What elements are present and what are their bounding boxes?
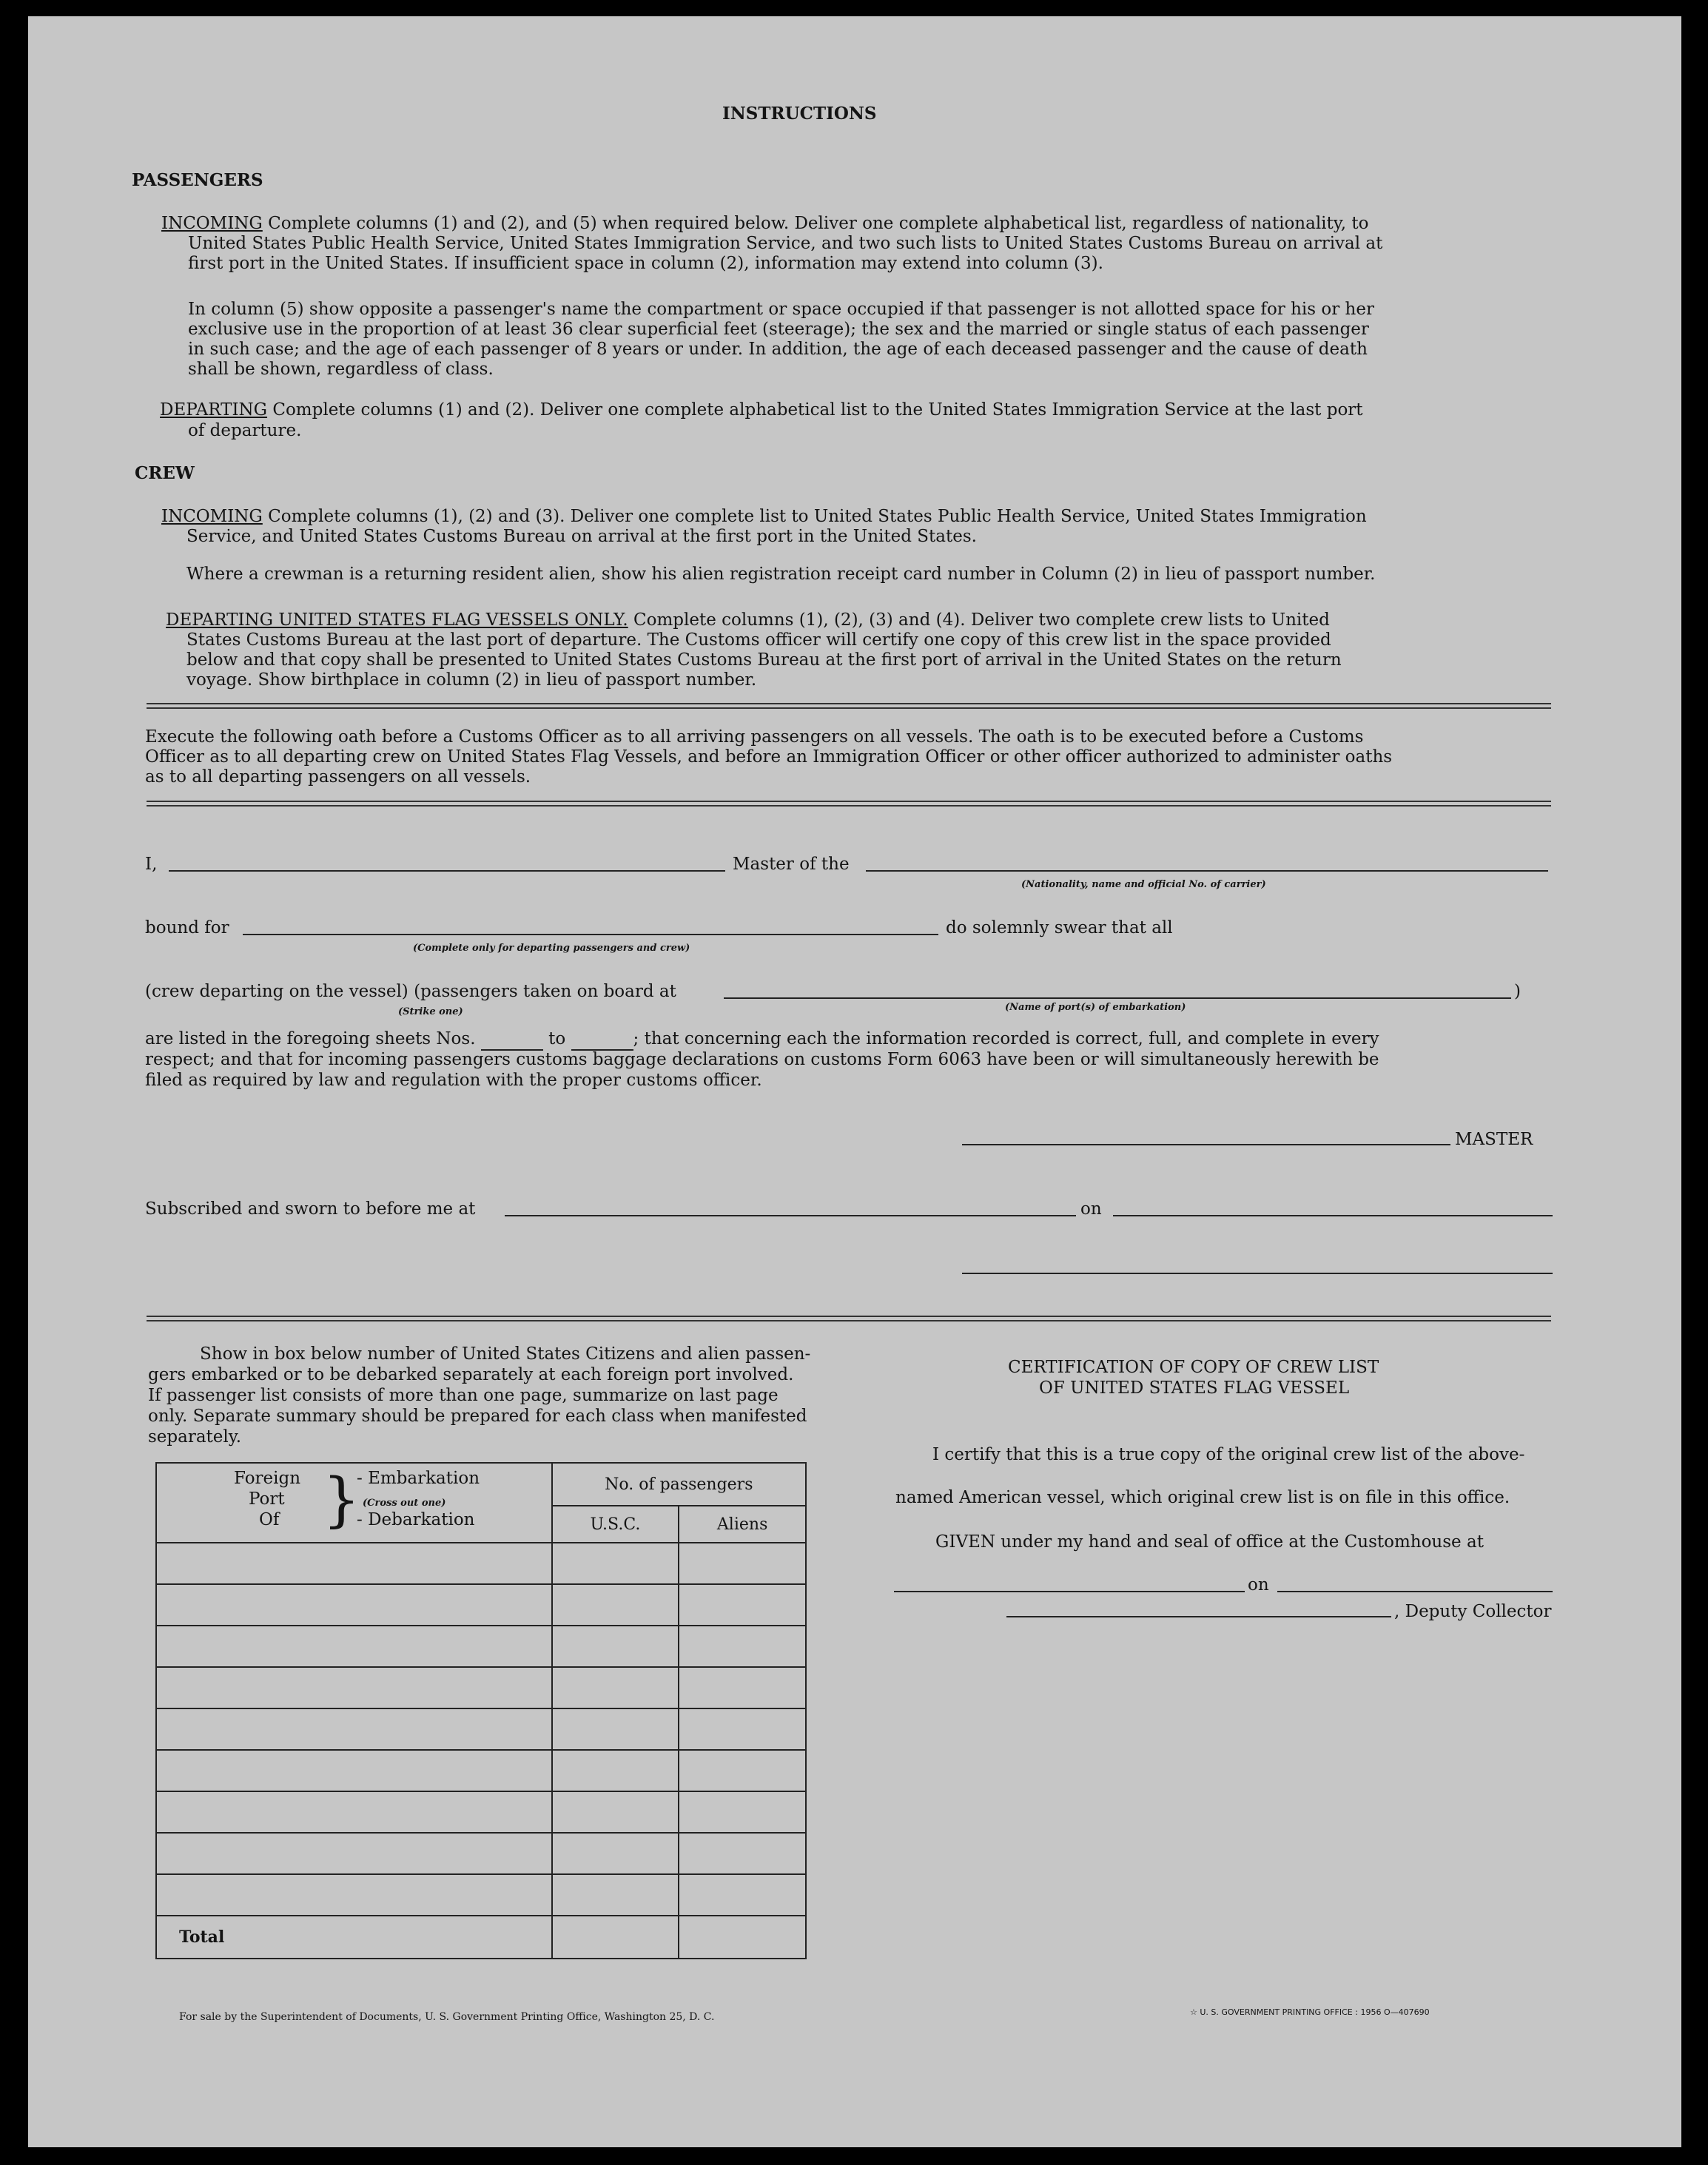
officer-signature-field[interactable] xyxy=(962,1273,1553,1274)
usc-header: U.S.C. xyxy=(552,1506,679,1543)
crew-incoming-line-1: INCOMING Complete columns (1), (2) and (3). Deliver one complete list to United States Public Health Service, United States Immigration xyxy=(161,507,1367,526)
table-row xyxy=(156,1708,806,1750)
crew-departing-line-4: voyage. Show birthplace in column (2) in lieu of passport number. xyxy=(186,670,757,690)
divider xyxy=(147,1316,1551,1321)
crew-departing-line-3: below and that copy shall be presented to United States Customs Bureau at the first port of arrival in the United States on the return xyxy=(186,650,1342,670)
usc-cell[interactable] xyxy=(552,1584,679,1626)
column5-line-3: in such case; and the age of each passenger of 8 years or under. In addition, the age of each deceased passenger and the cause of death xyxy=(188,340,1368,359)
port-cell[interactable] xyxy=(156,1791,552,1833)
debarkation-label: - Debarkation xyxy=(357,1510,475,1529)
certification-line-2: named American vessel, which original crew list is on file in this office. xyxy=(895,1488,1510,1507)
table-row xyxy=(156,1667,806,1708)
total-row xyxy=(156,1916,806,1959)
port-cell[interactable] xyxy=(156,1708,552,1750)
usc-cell[interactable] xyxy=(552,1543,679,1584)
certification-given: GIVEN under my hand and seal of office at the Customhouse at xyxy=(935,1532,1484,1552)
column5-line-2: exclusive use in the proportion of at least 36 clear superficial feet (steerage); the sex and the married or single status of each passenger xyxy=(188,320,1369,339)
certification-line-1: I certify that this is a true copy of the original crew list of the above- xyxy=(932,1445,1525,1464)
sworn-on-label: on xyxy=(1080,1199,1102,1219)
oath-intro-line-2: Officer as to all departing crew on United States Flag Vessels, and before an Immigration Officer or other officer authorized to administer oaths xyxy=(145,747,1393,767)
crew-heading: CREW xyxy=(135,463,195,483)
listed-line-1: are listed in the foregoing sheets Nos. to ; that concerning each the information recorded is correct, full, and complete in every xyxy=(145,1028,1379,1051)
column5-line-4: shall be shown, regardless of class. xyxy=(188,360,494,379)
passengers-incoming-line-2: United States Public Health Service, United States Immigration Service, and two such lists to United States Customs Bureau on arrival at xyxy=(188,234,1383,253)
cross-out-caption: (Cross out one) xyxy=(363,1498,446,1509)
aliens-cell[interactable] xyxy=(679,1543,806,1584)
certification-title-2: OF UNITED STATES FLAG VESSEL xyxy=(1039,1378,1350,1398)
usc-cell[interactable] xyxy=(552,1750,679,1791)
customhouse-field[interactable] xyxy=(894,1591,1245,1592)
certification-on-label: on xyxy=(1248,1575,1269,1595)
of-label: Of xyxy=(259,1510,280,1529)
strike-caption: (Strike one) xyxy=(398,1006,463,1017)
deputy-signature-field[interactable] xyxy=(1006,1616,1391,1617)
table-row xyxy=(156,1833,806,1874)
usc-cell[interactable] xyxy=(552,1667,679,1708)
port-cell[interactable] xyxy=(156,1626,552,1667)
no-passengers-header: No. of passengers xyxy=(552,1463,806,1506)
oath-i-label: I, xyxy=(145,855,158,874)
certification-date-field[interactable] xyxy=(1277,1591,1553,1592)
table-row xyxy=(156,1874,806,1916)
sheet-to-field[interactable] xyxy=(571,1028,633,1051)
crew-incoming-line-2: Service, and United States Customs Bureau on arrival at the first port in the United States. xyxy=(186,527,977,546)
sheet-from-field[interactable] xyxy=(481,1028,543,1051)
embarkation-label: - Embarkation xyxy=(357,1469,480,1488)
ports-header-cell xyxy=(156,1463,552,1543)
sworn-place-field[interactable] xyxy=(505,1215,1076,1216)
aliens-cell[interactable] xyxy=(679,1791,806,1833)
crew-resident-alien-line: Where a crewman is a returning resident alien, show his alien registration receipt card number in Column (2) in lieu of passport number. xyxy=(186,565,1376,584)
summary-line-3: If passenger list consists of more than one page, summarize on last page xyxy=(148,1386,779,1405)
master-of-the-label: Master of the xyxy=(733,855,850,874)
certification-title-1: CERTIFICATION OF COPY OF CREW LIST xyxy=(1008,1358,1379,1377)
document-page xyxy=(28,16,1681,2147)
page-title: INSTRUCTIONS xyxy=(722,104,877,124)
aliens-cell[interactable] xyxy=(679,1750,806,1791)
usc-cell[interactable] xyxy=(552,1833,679,1874)
foreign-label: Foreign xyxy=(234,1469,301,1488)
table-row xyxy=(156,1543,806,1584)
aliens-cell[interactable] xyxy=(679,1667,806,1708)
passengers-incoming-line-3: first port in the United States. If insufficient space in column (2), information may extend into column (3). xyxy=(188,254,1103,273)
usc-cell[interactable] xyxy=(552,1791,679,1833)
oath-intro-line-3: as to all departing passengers on all vessels. xyxy=(145,767,531,787)
oath-intro-line-1: Execute the following oath before a Customs Officer as to all arriving passengers on all vessels. The oath is to be executed before a Customs xyxy=(145,727,1364,747)
master-label: MASTER xyxy=(1455,1130,1533,1149)
port-cell[interactable] xyxy=(156,1667,552,1708)
brace: } xyxy=(323,1465,360,1534)
crew-incoming-label: INCOMING xyxy=(161,507,263,526)
usc-total-cell[interactable] xyxy=(552,1916,679,1959)
table-row xyxy=(156,1626,806,1667)
port-cell[interactable] xyxy=(156,1543,552,1584)
port-cell[interactable] xyxy=(156,1750,552,1791)
divider xyxy=(147,703,1551,709)
aliens-cell[interactable] xyxy=(679,1708,806,1750)
listed-line-2: respect; and that for incoming passengers customs baggage declarations on customs Form 6063 have been or will simultaneously herewith be xyxy=(145,1050,1379,1069)
table-row xyxy=(156,1750,806,1791)
summary-line-1: Show in box below number of United States Citizens and alien passen- xyxy=(200,1344,811,1364)
port-caption: (Name of port(s) of embarkation) xyxy=(1005,1002,1186,1013)
crew-departing-label: DEPARTING UNITED STATES FLAG VESSELS ONLY. xyxy=(166,610,628,630)
bound-caption: (Complete only for departing passengers and crew) xyxy=(413,943,690,954)
deputy-collector-label: , Deputy Collector xyxy=(1394,1602,1552,1621)
port-cell[interactable] xyxy=(156,1874,552,1916)
aliens-total-cell[interactable] xyxy=(679,1916,806,1959)
summary-line-4: only. Separate summary should be prepared for each class when manifested xyxy=(148,1407,807,1426)
summary-line-5: separately. xyxy=(148,1427,242,1447)
passengers-departing-line-2: of departure. xyxy=(188,421,302,440)
subscribed-label: Subscribed and sworn to before me at xyxy=(145,1199,476,1219)
crew-departing-line-1: DEPARTING UNITED STATES FLAG VESSELS ONLY. Complete columns (1), (2), (3) and (4). Deliver two complete crew lists to United xyxy=(166,610,1330,630)
aliens-cell[interactable] xyxy=(679,1584,806,1626)
usc-cell[interactable] xyxy=(552,1626,679,1667)
listed-line-3: filed as required by law and regulation with the proper customs officer. xyxy=(145,1071,762,1090)
nationality-caption: (Nationality, name and official No. of carrier) xyxy=(1021,879,1266,890)
master-signature-field[interactable] xyxy=(962,1144,1450,1145)
aliens-header: Aliens xyxy=(679,1506,806,1543)
passengers-heading: PASSENGERS xyxy=(132,170,263,190)
footer-left: For sale by the Superintendent of Documents, U. S. Government Printing Office, Washington 25, D. C. xyxy=(179,2011,715,2023)
passengers-departing-line-1: DEPARTING Complete columns (1) and (2). Deliver one complete alphabetical list to the United States Immigration Service at the last port xyxy=(160,400,1363,420)
table-row xyxy=(156,1584,806,1626)
close-paren: ) xyxy=(1514,982,1521,1001)
usc-cell[interactable] xyxy=(552,1708,679,1750)
port-cell[interactable] xyxy=(156,1833,552,1874)
bound-for-field[interactable] xyxy=(243,934,938,935)
passengers-incoming-label: INCOMING xyxy=(161,214,263,233)
swear-label: do solemnly swear that all xyxy=(946,918,1173,937)
port-cell[interactable] xyxy=(156,1584,552,1626)
column5-line-1: In column (5) show opposite a passenger's name the compartment or space occupied if that passenger is not allotted space for his or her xyxy=(188,300,1374,319)
sworn-date-field[interactable] xyxy=(1113,1215,1553,1216)
bound-for-label: bound for xyxy=(145,918,229,937)
divider xyxy=(147,801,1551,807)
ports-summary-table xyxy=(155,1462,807,1959)
master-name-field[interactable] xyxy=(169,870,725,872)
aliens-cell[interactable] xyxy=(679,1626,806,1667)
passengers-departing-label: DEPARTING xyxy=(160,400,268,420)
summary-line-2: gers embarked or to be debarked separately at each foreign port involved. xyxy=(148,1365,794,1384)
crew-passengers-label: (crew departing on the vessel) (passengers taken on board at xyxy=(145,982,676,1001)
usc-cell[interactable] xyxy=(552,1874,679,1916)
aliens-cell[interactable] xyxy=(679,1833,806,1874)
footer-right: ☆ U. S. GOVERNMENT PRINTING OFFICE : 1956 O—407690 xyxy=(1190,2007,1430,2017)
table-row xyxy=(156,1791,806,1833)
passengers-incoming-line-1: INCOMING Complete columns (1) and (2), and (5) when required below. Deliver one complete alphabetical list, regardless of nationality, to xyxy=(161,214,1369,233)
total-label: Total xyxy=(156,1916,552,1959)
port-label: Port xyxy=(249,1489,285,1509)
aliens-cell[interactable] xyxy=(679,1874,806,1916)
crew-departing-line-2: States Customs Bureau at the last port of departure. The Customs officer will certify one copy of this crew list in the space provided xyxy=(186,630,1331,650)
carrier-field[interactable] xyxy=(866,870,1548,872)
